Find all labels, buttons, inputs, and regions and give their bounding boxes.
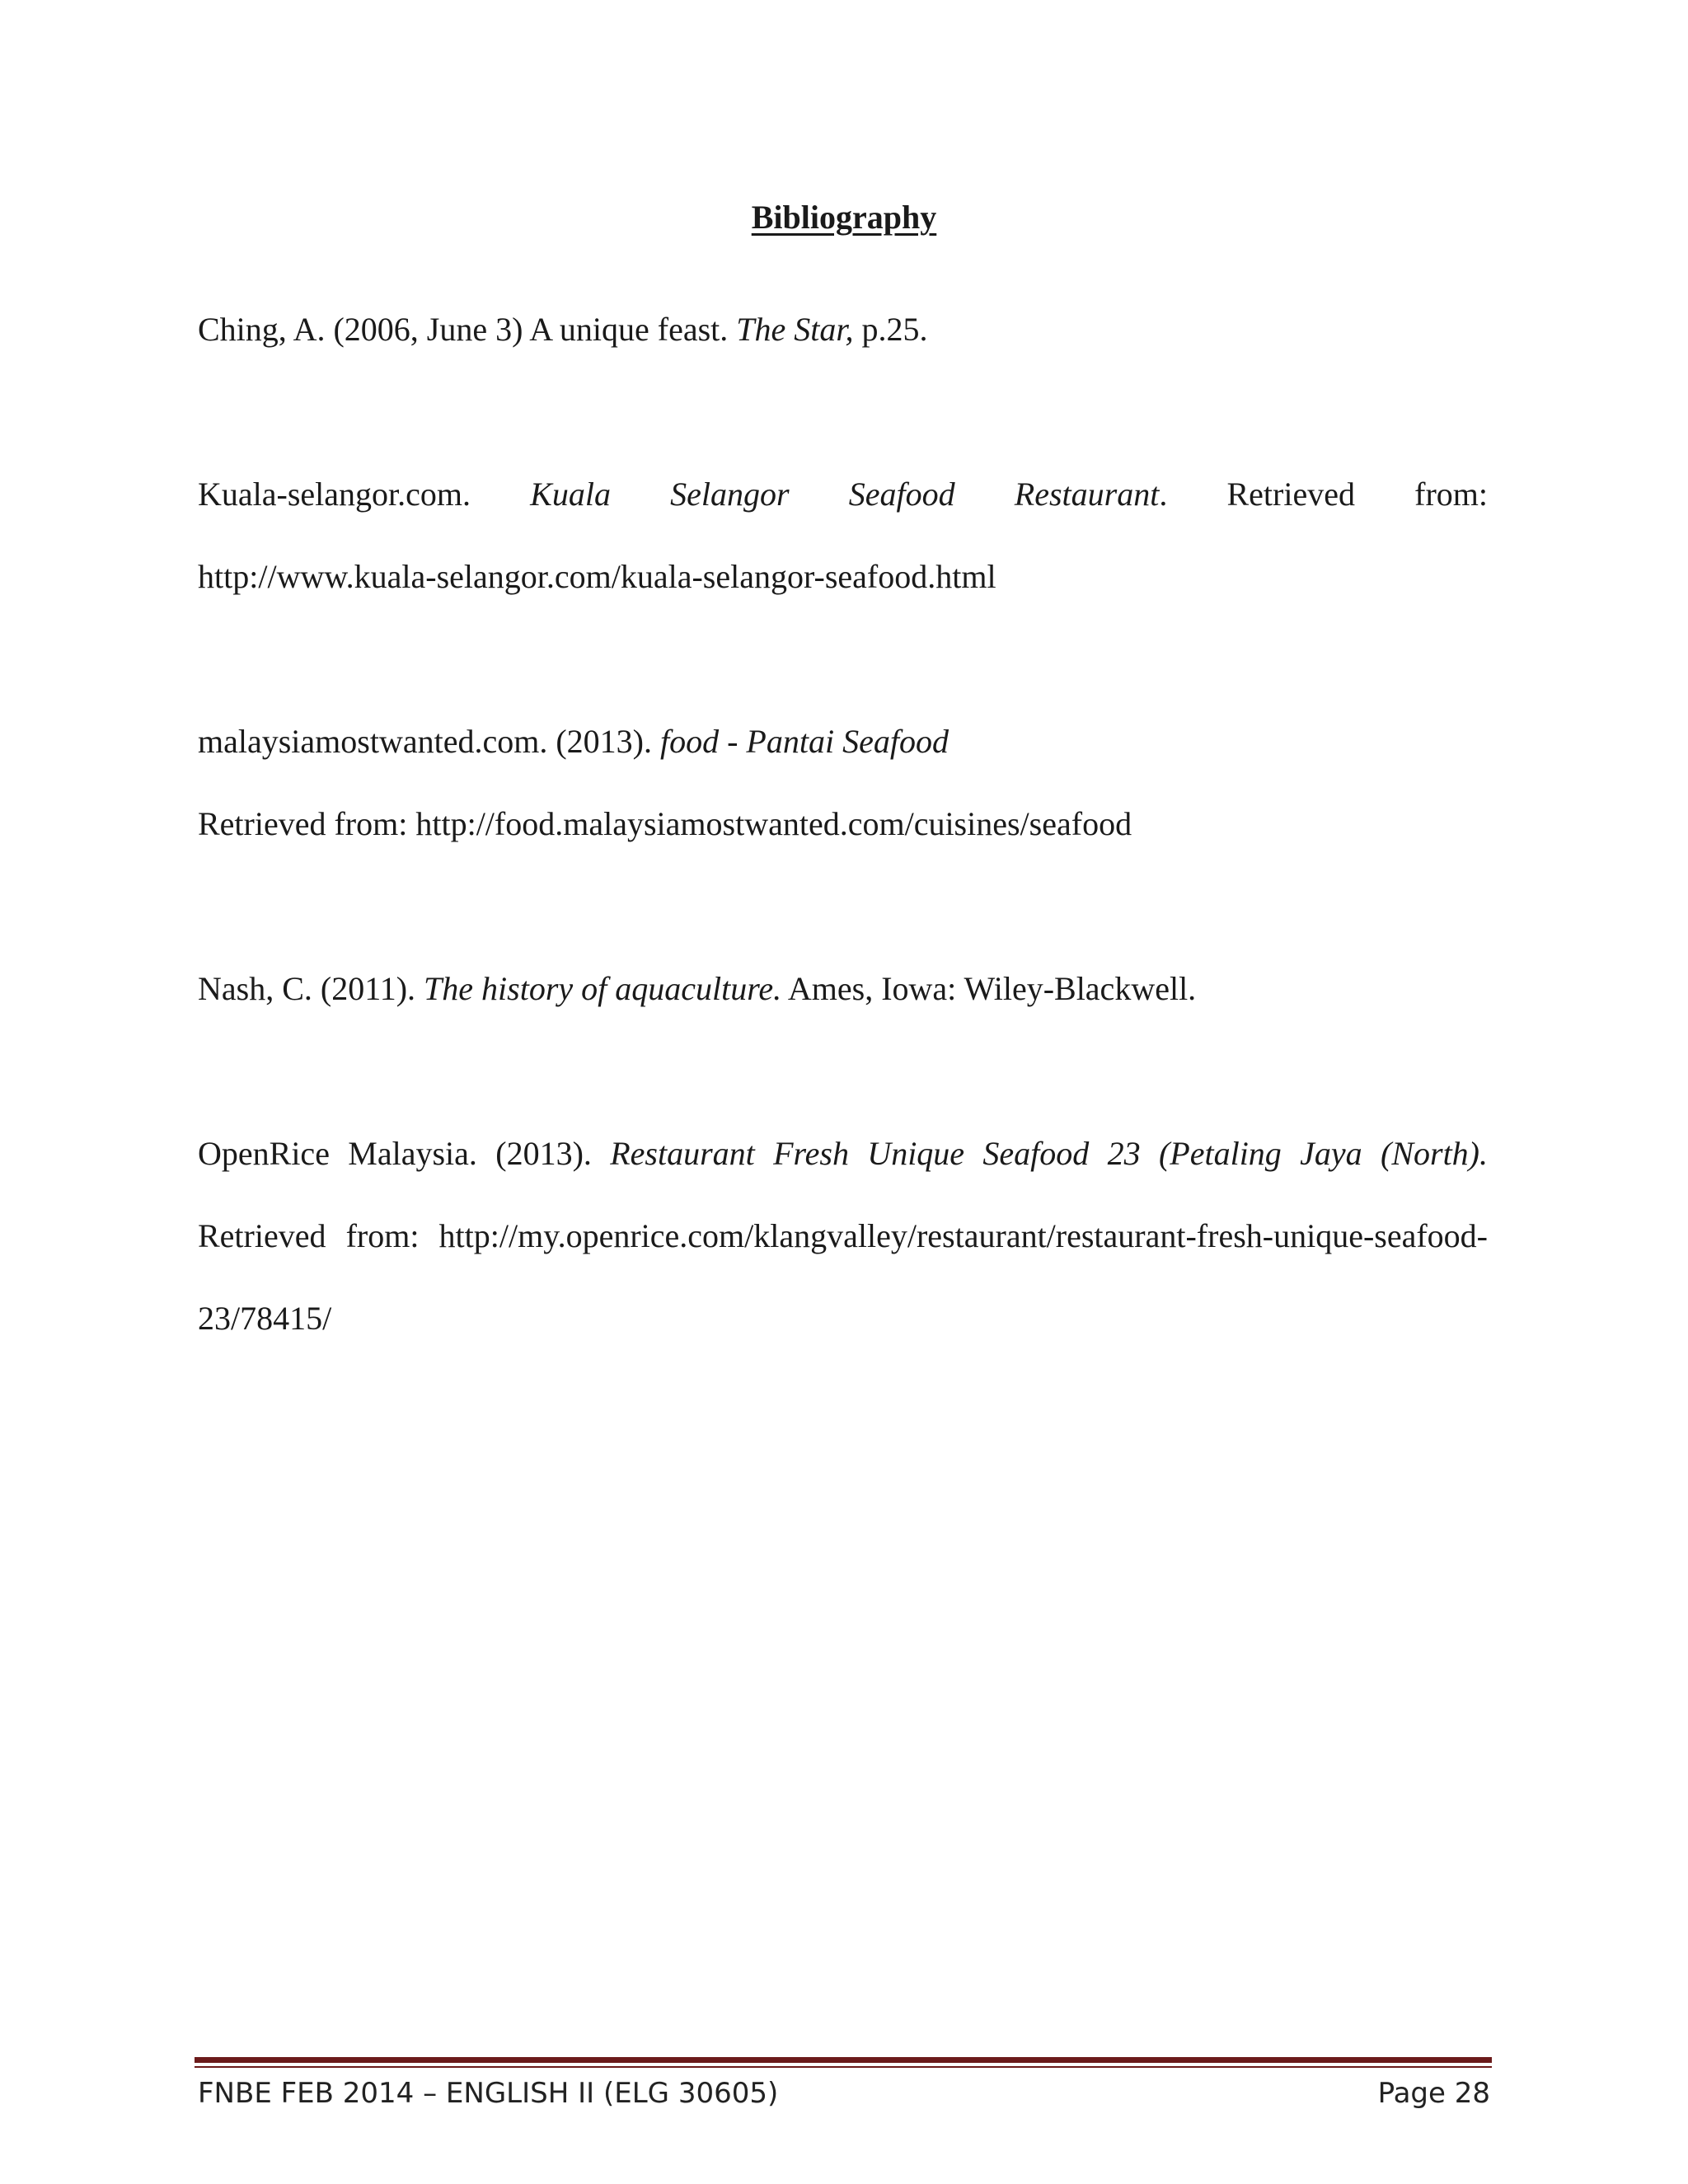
entry-text: Retrieved from: http://my.openrice.com/klangvalley/restaurant/restaurant-fresh-unique-seafood-23/78415/ bbox=[198, 1217, 1488, 1337]
entry-italic: The history of aquaculture. bbox=[424, 970, 782, 1007]
entry-text: Kuala-selangor.com. bbox=[198, 476, 531, 513]
entry-text: malaysiamostwanted.com. (2013). bbox=[198, 723, 660, 760]
footer-page-number: Page 28 bbox=[1377, 2077, 1490, 2110]
entry-text: Ching, A. (2006, June 3) A unique feast. bbox=[198, 311, 737, 348]
bibliography-entry-ching bbox=[198, 288, 1488, 371]
entry-url: Retrieved from: http://food.malaysiamostwanted.com/cuisines/seafood bbox=[198, 805, 1132, 842]
bibliography-entry-openrice bbox=[198, 1113, 1488, 1360]
entry-line bbox=[198, 701, 1488, 783]
entry-line bbox=[198, 453, 1488, 536]
entry-url: http://www.kuala-selangor.com/kuala-selangor-seafood.html bbox=[198, 558, 996, 595]
entry-text: p.25. bbox=[853, 311, 928, 348]
footer-divider bbox=[195, 2057, 1492, 2063]
footer-divider-thin bbox=[195, 2066, 1492, 2068]
bibliography-entry-kuala-selangor bbox=[198, 453, 1488, 618]
entry-italic: Restaurant Fresh Unique Seafood 23 (Petaling Jaya (North). bbox=[610, 1135, 1488, 1172]
entry-italic: Kuala Selangor Seafood Restaurant bbox=[530, 476, 1160, 513]
entry-text: Nash, C. (2011). bbox=[198, 970, 424, 1007]
entry-text: Ames, Iowa: Wiley-Blackwell. bbox=[781, 970, 1197, 1007]
footer-course-label: FNBE FEB 2014 – ENGLISH II (ELG 30605) bbox=[198, 2077, 779, 2110]
entry-text: OpenRice Malaysia. (2013). bbox=[198, 1135, 611, 1172]
entry-italic: The Star, bbox=[736, 311, 854, 348]
bibliography-entry-nash bbox=[198, 948, 1488, 1030]
page-title: Bibliography bbox=[751, 199, 937, 236]
entry-text: . Retrieved from: bbox=[1159, 476, 1489, 513]
bibliography-entry-malaysiamostwanted bbox=[198, 701, 1488, 865]
entry-italic: food - Pantai Seafood bbox=[659, 723, 949, 760]
